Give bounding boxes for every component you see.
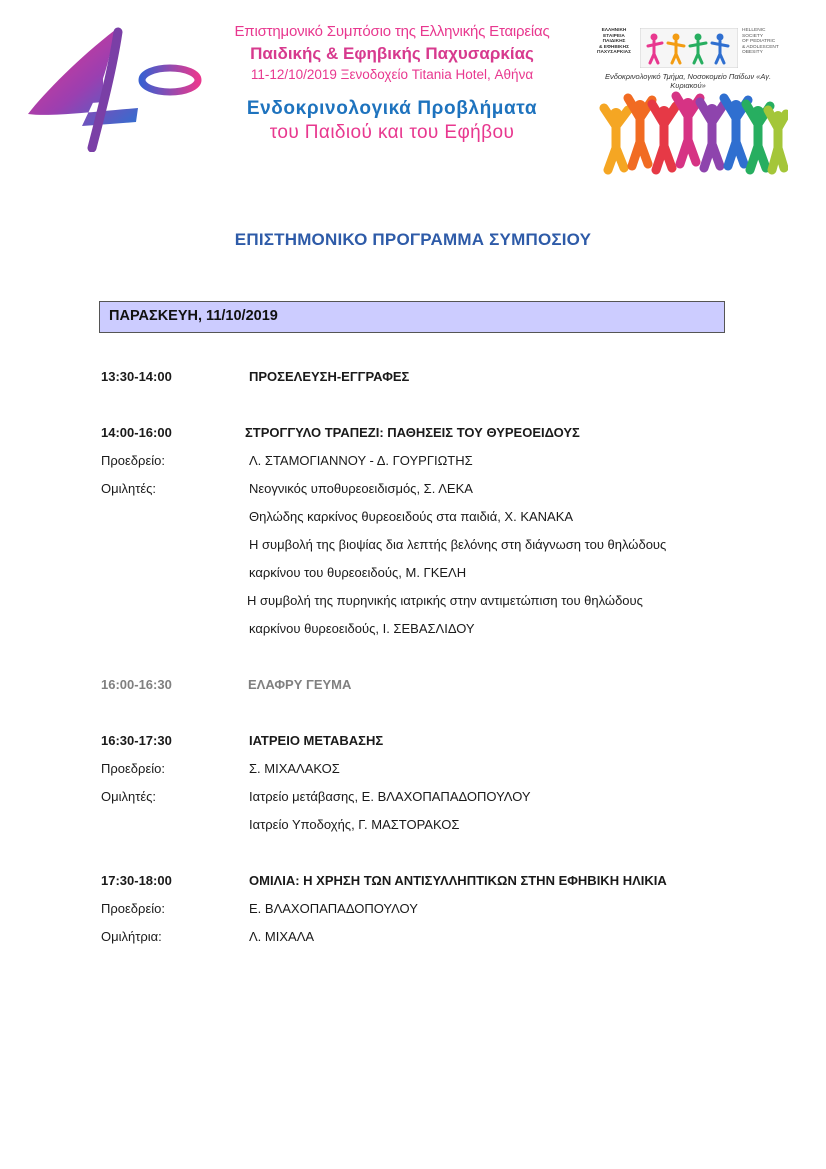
session-title: ΠΡΟΣΕΛΕΥΣΗ-ΕΓΓΡΑΦΕΣ (249, 369, 410, 384)
talk-item: καρκίνου θυρεοειδούς, Ι. ΣΕΒΑΣΛΙΔΟΥ (249, 621, 475, 636)
talk-item: Η συμβολή της βιοψίας δια λεπτής βελόνης στη διάγνωση του θηλώδους (249, 537, 667, 552)
day-header (99, 301, 725, 333)
chair-names: Σ. ΜΙΧΑΛΑΚΟΣ (249, 761, 340, 776)
talk-item: Νεογνικός υποθυρεοειδισμός, Σ. ΛΕΚΑ (249, 481, 473, 496)
page-header (0, 0, 826, 200)
symposium-line-2: Παιδικής & Εφηβικής Παχυσαρκίας (250, 44, 534, 63)
jumping-kids-illustration (598, 86, 788, 182)
chair-names: Λ. ΣΤΑΜΟΓΙΑΝΝΟΥ - Δ. ΓΟΥΡΓΙΩΤΗΣ (249, 453, 473, 468)
session-time: 16:00-16:30 (101, 677, 172, 692)
session-title: ΙΑΤΡΕΙΟ ΜΕΤΑΒΑΣΗΣ (249, 733, 384, 748)
symposium-theme-2: του Παιδιού και του Εφήβου (269, 122, 515, 143)
session-time: 14:00-16:00 (101, 425, 172, 440)
speakers-label: Ομιλήτρια: (101, 929, 162, 944)
talk-item: καρκίνου του θυρεοειδούς, Μ. ΓΚΕΛΗ (249, 565, 467, 580)
session-time: 17:30-18:00 (101, 873, 172, 888)
page-title: ΕΠΙΣΤΗΜΟΝΙΚΟ ΠΡΟΓΡΑΜΜΑ ΣΥΜΠΟΣΙΟΥ (234, 230, 592, 249)
talk-item: Λ. ΜΙΧΑΛΑ (249, 929, 315, 944)
symposium-heading (222, 22, 562, 145)
talk-item: Ιατρείο Υποδοχής, Γ. ΜΑΣΤΟΡΑΚΟΣ (249, 817, 460, 832)
day-label: ΠΑΡΑΣΚΕΥΗ, 11/10/2019 (109, 308, 278, 324)
talk-item: Ιατρείο μετάβασης, Ε. ΒΛΑΧΟΠΑΠΑΔΟΠΟΥΛΟΥ (249, 789, 531, 804)
speakers-label: Ομιλητές: (101, 789, 157, 804)
speakers-label: Ομιλητές: (101, 481, 157, 496)
session-title: ΣΤΡΟΓΓΥΛΟ ΤΡΑΠΕΖΙ: ΠΑΘΗΣΕΙΣ ΤΟΥ ΘΥΡΕΟΕΙΔΟΥΣ (245, 425, 580, 440)
symposium-line-1: Επιστημονικό Συμπόσιο της Ελληνικής Εταιρείας (234, 23, 550, 40)
session-title: ΟΜΙΛΙΑ: Η ΧΡΗΣΗ ΤΩΝ ΑΝΤΙΣΥΛΛΗΠΤΙΚΩΝ ΣΤΗΝ ΕΦΗΒΙΚΗ ΗΛΙΚΙΑ (249, 873, 667, 888)
society-name-en: HELLENIC SOCIETY OF PEDIATRIC & ADOLESCENT OBESITY (742, 28, 779, 56)
society-logo (590, 28, 785, 68)
society-kids-icon (640, 28, 738, 68)
symposium-theme-1: Ενδοκρινολογικά Προβλήματα (246, 98, 538, 119)
chair-label: Προεδρείο: (101, 453, 165, 468)
talk-item: Η συμβολή της πυρηνικής ιατρικής στην αντιμετώπιση του θηλώδους (247, 593, 643, 608)
society-name-gr: ΕΛΛΗΝΙΚΗ ΕΤΑΙΡΕΙΑ ΠΑΙΔΙΚΗΣ & ΕΦΗΒΙΚΗΣ ΠΑΧΥΣΑΡΚΙΑΣ (596, 28, 631, 56)
chair-label: Προεδρείο: (101, 761, 165, 776)
session-time: 16:30-17:30 (101, 733, 172, 748)
chair-names: Ε. ΒΛΑΧΟΠΑΠΑΔΟΠΟΥΛΟΥ (249, 901, 418, 916)
logo-superscript-o (142, 68, 198, 92)
session-title: ΕΛΑΦΡΥ ΓΕΥΜΑ (248, 677, 352, 692)
logo-numeral-four (28, 30, 138, 126)
chair-label: Προεδρείο: (101, 901, 165, 916)
department-name: Ενδοκρινολογικό Τμήμα, Νοσοκομείο Παίδων «Αγ. Κυριακού» (604, 72, 772, 90)
anniversary-logo (20, 22, 210, 152)
session-time: 13:30-14:00 (101, 369, 172, 384)
symposium-date-venue: 11-12/10/2019 Ξενοδοχείο Titania Hotel, Αθήνα (250, 67, 534, 82)
talk-item: Θηλώδης καρκίνος θυρεοειδούς στα παιδιά, Χ. ΚΑΝΑΚΑ (249, 509, 574, 524)
